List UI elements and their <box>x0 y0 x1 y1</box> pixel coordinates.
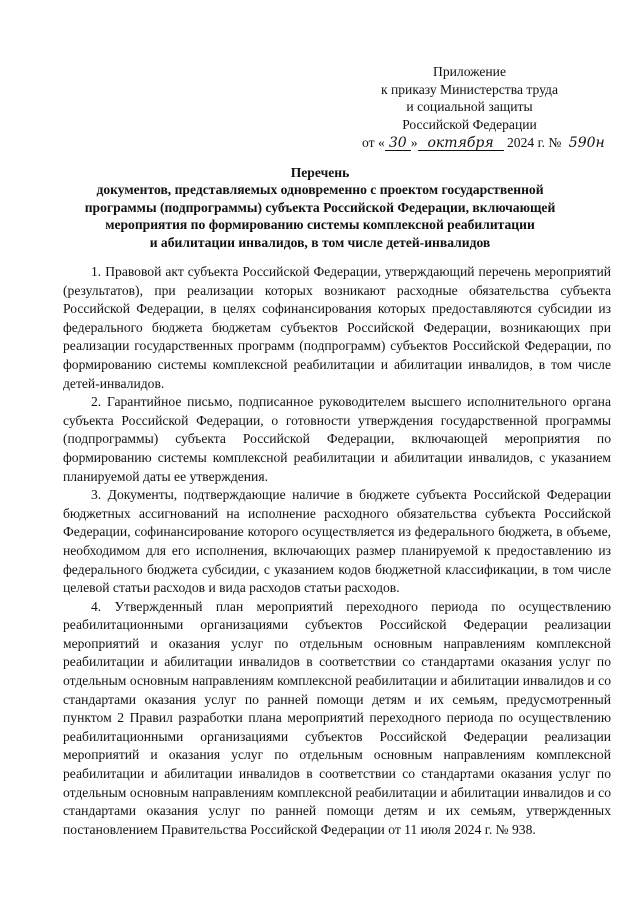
title-heading: Перечень <box>290 165 350 180</box>
order-year: 2024 <box>506 135 535 151</box>
appendix-line: Приложение <box>433 64 506 79</box>
appendix-block <box>362 63 632 152</box>
appendix-line: к приказу Министерства труда <box>380 81 559 97</box>
title-line: документов, представляемых одновременно с проектом государственной <box>96 182 544 198</box>
handwritten-day: 30 <box>385 136 411 151</box>
list-item: 2. Гарантийное письмо, подписанное руководителем высшего исполнительного органа субъекта Российской Федерации, о готовности утверждения государственной программы (подпрограммы) субъекта Российской Федерации, включающей мероприятия по формированию системы комплексной реабилитации и абилитации инвалидов, с указанием планируемой даты ее утверждения. <box>63 394 611 484</box>
list-item: 3. Документы, подтверждающие наличие в бюджете субъекта Российской Федерации бюджетных ассигнований на исполнение расходного обязательства субъекта Российской Федерации, софинансирование которого осуществляется из федерального бюджета, в объеме, необходимом для его исполнения, включающих размер планируемой к предоставлению из федерального бюджета субсидии, с указанием кодов бюджетной классификации, в том числе целевой статьи расходов и вида расходов статьи расходов. <box>63 487 611 596</box>
order-date-line <box>362 134 632 152</box>
date-prefix: от « <box>362 135 385 151</box>
appendix-line: Российской Федерации <box>402 116 537 132</box>
document-title <box>60 164 580 251</box>
appendix-line: и социальной защиты <box>406 99 533 115</box>
title-line: программы (подпрограммы) субъекта Российской Федерации, включающей <box>84 199 556 215</box>
list-item: 4. Утвержденный план мероприятий переходного периода по осуществлению реабилитационными организациями субъектов Российской Федерации реализации мероприятий и оказания услуг по отдельным основным направлениям комплексной реабилитации и абилитации инвалидов в соответствии со стандартами оказания услуг по отдельным основным направлениям комплексной реабилитации и абилитации инвалидов и со стандартами оказания услуг по ранней помощи детям и их семьям, предусмотренный пунктом 2 Правил разработки плана мероприятий переходного периода по осуществлению реабилитационными организациями субъектов Российской Федерации реализации мероприятий и оказания услуг по отдельным основным направлениям комплексной реабилитации и абилитации инвалидов в соответствии со стандартами оказания услуг по отдельным основным направлениям комплексной реабилитации и абилитации инвалидов и со стандартами оказания услуг по ранней помощи детям и их семьям, утвержденных постановлением Правительства Российской Федерации от 11 июля 2024 г. № 938. <box>63 598 611 837</box>
handwritten-month: октября <box>418 136 504 151</box>
year-suffix: г. № <box>537 135 562 151</box>
title-line: и абилитации инвалидов, в том числе детей-инвалидов <box>149 234 491 250</box>
quote-close: » <box>410 135 418 151</box>
list-item: 1. Правовой акт субъекта Российской Федерации, утверждающий перечень мероприятий (результатов), при реализации которых возникают расходные обязательства субъекта Российской Федерации, в целях софинансирования которых предоставляются субсидии из федерального бюджета бюджетам субъектов Российской Федерации, возникающих при реализации государственных программ (подпрограмм) субъектов Российской Федерации, по формированию системы комплексной реабилитации и абилитации инвалидов, в том числе детей-инвалидов. <box>63 264 611 391</box>
title-line: мероприятия по формированию системы комплексной реабилитации <box>105 217 535 233</box>
document-body <box>63 263 611 839</box>
handwritten-order-number: 590н <box>568 135 605 152</box>
